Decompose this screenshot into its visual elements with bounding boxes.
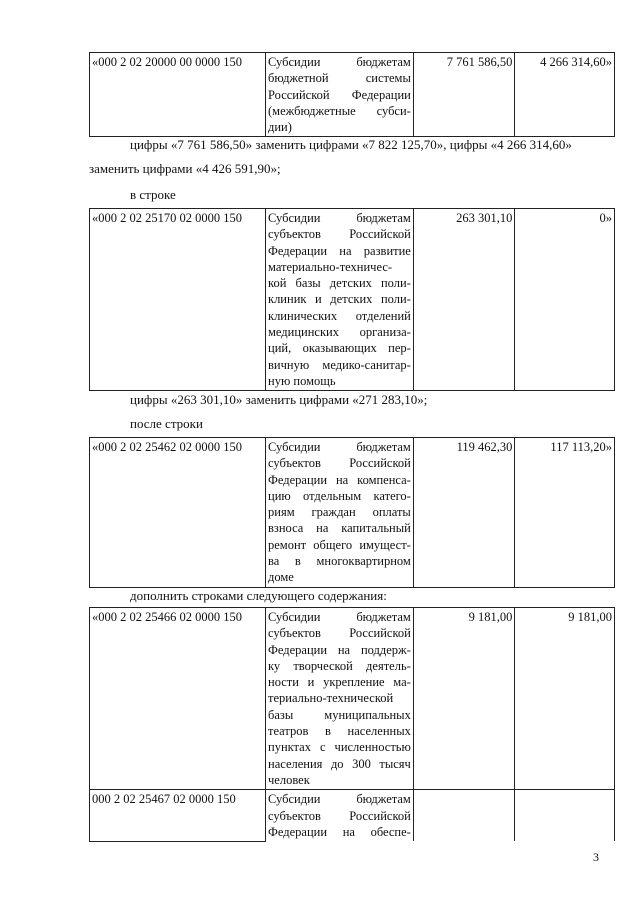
paragraph-replace-1: цифры «7 761 586,50» заменить цифрами «7 822 125,70», цифры «4 266 314,60» bbox=[130, 137, 572, 152]
name-line: Субсидии бюджетам bbox=[268, 440, 411, 454]
paragraph-after-row: после строки bbox=[130, 416, 203, 431]
name-line: дии) bbox=[268, 120, 292, 135]
paragraph-add-rows: дополнить строками следующего содержания: bbox=[130, 588, 387, 603]
budget-code: «000 2 02 25170 02 0000 150 bbox=[90, 209, 266, 391]
name-line: субъектов Российской bbox=[268, 227, 411, 242]
amount-2019 bbox=[413, 790, 515, 841]
name-line: ремонт общего имущест- bbox=[268, 537, 411, 552]
name-line: базы муниципальных bbox=[268, 707, 411, 722]
paragraph-replace-1-cont: заменить цифрами «4 426 591,90»; bbox=[89, 161, 281, 176]
amount-2019: 7 761 586,50 bbox=[413, 53, 515, 137]
budget-table-2 bbox=[89, 208, 615, 391]
budget-name bbox=[266, 790, 414, 841]
table-row bbox=[90, 53, 615, 137]
budget-table-3 bbox=[89, 437, 615, 588]
name-line: клинических отделений bbox=[268, 308, 411, 323]
budget-table-1 bbox=[89, 52, 615, 137]
name-line: Федерации на обеспе- bbox=[268, 824, 411, 839]
name-line: населения до 300 тысяч bbox=[268, 756, 411, 771]
name-line: риям граждан оплаты bbox=[268, 505, 411, 520]
budget-name bbox=[266, 438, 414, 588]
name-line: вичную медико-санитар- bbox=[268, 357, 411, 372]
table-row bbox=[90, 790, 615, 841]
name-line: ности и укрепление ма- bbox=[268, 675, 411, 690]
budget-code: 000 2 02 25467 02 0000 150 bbox=[90, 790, 266, 841]
amount-2019: 119 462,30 bbox=[413, 438, 515, 588]
name-line: клиник и детских поли- bbox=[268, 292, 411, 307]
table-row bbox=[90, 608, 615, 790]
name-line: пунктах с численностью bbox=[268, 740, 411, 755]
amount-2020: 0» bbox=[515, 209, 615, 391]
name-line: субъектов Российской bbox=[268, 626, 411, 641]
name-line: кой базы детских поли- bbox=[268, 276, 411, 291]
name-line: Субсидии бюджетам bbox=[268, 792, 411, 807]
name-line: цию отдельным катего- bbox=[268, 488, 411, 503]
table-row bbox=[90, 438, 615, 588]
amount-2020 bbox=[515, 790, 615, 841]
budget-table-4 bbox=[89, 607, 615, 842]
paragraph-replace-2: цифры «263 301,10» заменить цифрами «271 283,10»; bbox=[130, 392, 428, 407]
amount-2020: 4 266 314,60» bbox=[515, 53, 615, 137]
name-line: ва в многоквартирном bbox=[268, 554, 411, 569]
name-line: Российской Федерации bbox=[268, 87, 411, 102]
name-line: Субсидии бюджетам bbox=[268, 211, 411, 225]
amount-2019: 9 181,00 bbox=[413, 608, 515, 790]
budget-name bbox=[266, 209, 414, 391]
amount-2019: 263 301,10 bbox=[413, 209, 515, 391]
budget-name bbox=[266, 53, 414, 137]
name-line: ную помощь bbox=[268, 373, 336, 388]
name-line: ций, оказывающих пер- bbox=[268, 341, 411, 356]
page-number: 3 bbox=[593, 850, 599, 864]
name-line: субъектов Российской bbox=[268, 808, 411, 823]
name-line: Субсидии бюджетам bbox=[268, 55, 411, 69]
name-line: доме bbox=[268, 570, 294, 585]
name-line: Федерации на поддерж- bbox=[268, 642, 411, 657]
budget-name bbox=[266, 608, 414, 790]
name-line: человек bbox=[268, 772, 310, 787]
paragraph-in-row: в строке bbox=[130, 187, 176, 202]
budget-code: «000 2 02 25466 02 0000 150 bbox=[90, 608, 266, 790]
amount-2020: 117 113,20» bbox=[515, 438, 615, 588]
budget-code: «000 2 02 20000 00 0000 150 bbox=[90, 53, 266, 137]
budget-code: «000 2 02 25462 02 0000 150 bbox=[90, 438, 266, 588]
name-line: субъектов Российской bbox=[268, 456, 411, 471]
table-row bbox=[90, 209, 615, 391]
name-line: материально-техничес- bbox=[268, 259, 393, 274]
name-line: Субсидии бюджетам bbox=[268, 610, 411, 624]
amount-2020: 9 181,00 bbox=[515, 608, 615, 790]
name-line: териально-технической bbox=[268, 691, 394, 706]
name-line: медицинских организа- bbox=[268, 325, 411, 340]
name-line: Федерации на развитие bbox=[268, 243, 411, 258]
name-line: взноса на капитальный bbox=[268, 521, 411, 536]
name-line: ку творческой деятель- bbox=[268, 658, 411, 673]
name-line: бюджетной системы bbox=[268, 71, 411, 86]
name-line: театров в населенных bbox=[268, 724, 411, 739]
name-line: Федерации на компенса- bbox=[268, 472, 411, 487]
name-line: (межбюджетные субси- bbox=[268, 103, 411, 118]
